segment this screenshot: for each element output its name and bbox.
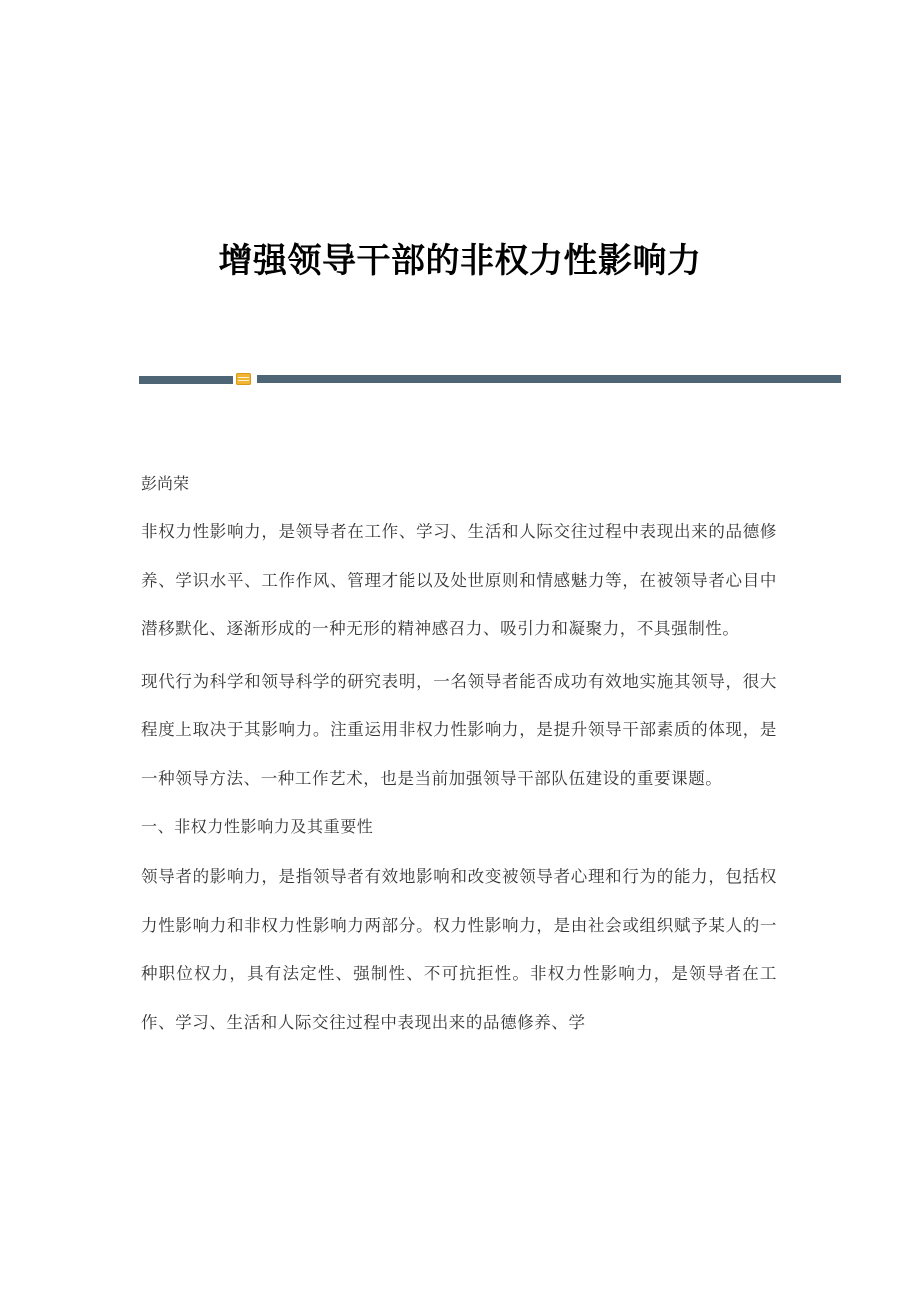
page-title: 增强领导干部的非权力性影响力 — [218, 240, 702, 281]
paragraph-research: 现代行为科学和领导科学的研究表明，一名领导者能否成功有效地实施其领导，很大程度上取决于其影响力。注重运用非权力性影响力，是提升领导干部素质的体现，是一种领导方法、一种工作艺术，也是当前加强领导干部队伍建设的重要课题。 — [141, 671, 777, 788]
divider-bar-left — [139, 376, 233, 384]
paragraph-influence: 领导者的影响力，是指领导者有效地影响和改变被领导者心理和行为的能力，包括权力性影响力和非权力性影响力两部分。权力性影响力，是由社会或组织赋予某人的一种职位权力，具有法定性、强制性、不可抗拒性。非权力性影响力，是领导者在工作、学习、生活和人际交往过程中表现出来的品德修养、学 — [141, 867, 777, 1032]
paragraph-definition: 非权力性影响力，是领导者在工作、学习、生活和人际交往过程中表现出来的品德修养、学识水平、工作作风、管理才能以及处世原则和情感魅力等，在被领导者心目中潜移默化、逐渐形成的一种无形的精神感召力、吸引力和凝聚力，不具强制性。 — [141, 522, 777, 638]
book-icon — [236, 373, 251, 385]
divider-bar-right — [257, 375, 841, 383]
author-name: 彭尚荣 — [141, 474, 190, 493]
title-divider — [139, 373, 841, 387]
document-body — [141, 468, 777, 1051]
section-heading: 一、非权力性影响力及其重要性 — [141, 817, 374, 836]
